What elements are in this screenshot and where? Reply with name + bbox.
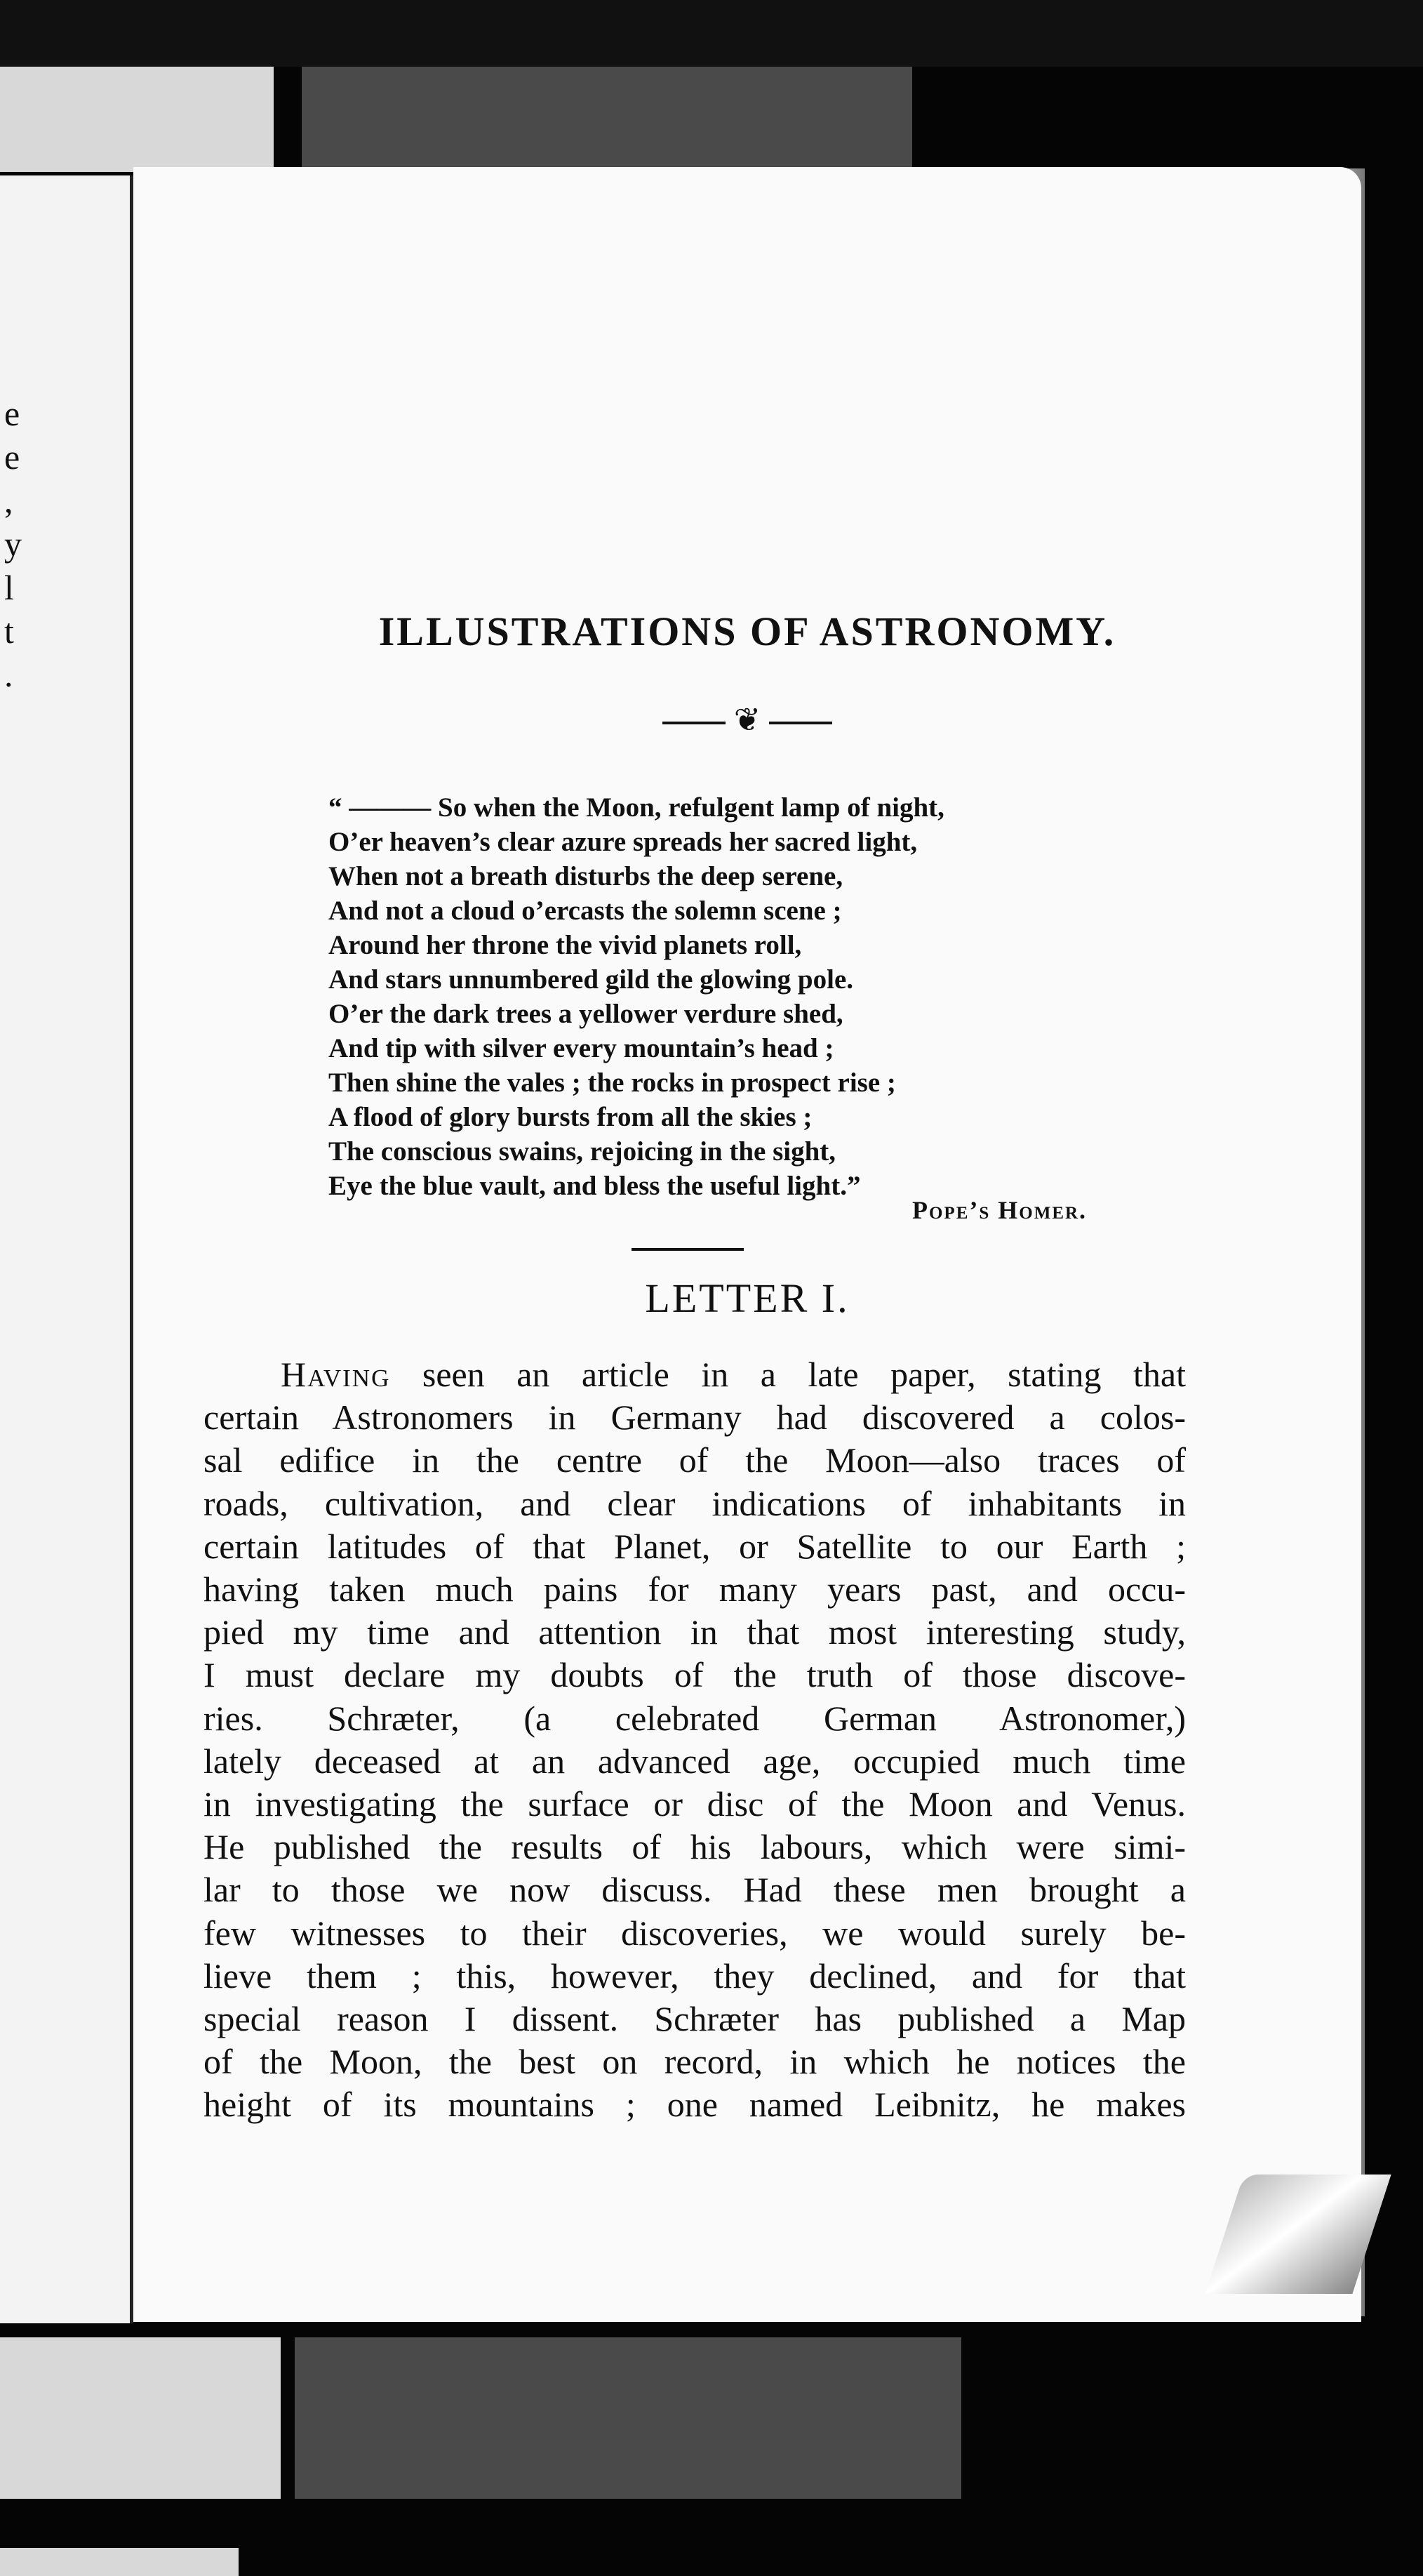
margin-char: e xyxy=(4,437,20,477)
body-line: sal edifice in the centre of the Moon—also traces of xyxy=(203,1440,1186,1480)
poem-line: Around her throne the vivid planets roll, xyxy=(328,930,802,960)
epigraph-poem xyxy=(328,790,1170,1203)
body-line: He published the results of his labours, which were simi- xyxy=(203,1827,1186,1867)
body-line: lately deceased at an advanced age, occupied much time xyxy=(203,1741,1186,1781)
margin-char: , xyxy=(4,481,13,520)
body-line: certain latitudes of that Planet, or Satellite to our Earth ; xyxy=(203,1526,1186,1566)
poem-line: O’er heaven’s clear azure spreads her sacred light, xyxy=(328,827,918,857)
body-line: special reason I dissent. Schræter has published a Map xyxy=(203,1999,1186,2039)
poem-attribution: Pope’s Homer. xyxy=(912,1196,1088,1224)
body-line: Having seen an article in a late paper, stating that xyxy=(281,1355,1186,1394)
body-line: having taken much pains for many years past, and occu- xyxy=(203,1569,1186,1609)
poem-line: The conscious swains, rejoicing in the sight, xyxy=(328,1136,836,1167)
body-line: I must declare my doubts of the truth of those discove- xyxy=(203,1655,1186,1695)
body-line: certain Astronomers in Germany had discovered a colos- xyxy=(203,1397,1186,1438)
margin-char: t xyxy=(4,611,14,651)
margin-char: . xyxy=(4,655,13,694)
body-line: in investigating the surface or disc of the Moon and Venus. xyxy=(203,1784,1186,1824)
body-line: height of its mountains ; one named Leibnitz, he makes xyxy=(203,2085,1186,2125)
poem-line: And stars unnumbered gild the glowing pole. xyxy=(328,964,854,995)
margin-char: y xyxy=(4,524,22,564)
page-title: ILLUSTRATIONS OF ASTRONOMY. xyxy=(378,609,1116,654)
margin-char: e xyxy=(4,394,20,433)
body-line: roads, cultivation, and clear indications of inhabitants in xyxy=(203,1483,1186,1523)
scan-border-top xyxy=(0,0,1423,67)
ornament-rule-right xyxy=(769,722,832,724)
body-line: pied my time and attention in that most interesting study, xyxy=(203,1612,1186,1652)
fleuron-icon: ❦ xyxy=(733,702,761,738)
poem-line: O’er the dark trees a yellower verdure shed, xyxy=(328,999,843,1029)
poem-line: When not a breath disturbs the deep serene, xyxy=(328,861,843,891)
letter-body xyxy=(203,1353,1186,2127)
section-rule xyxy=(632,1248,744,1251)
body-line: lar to those we now discuss. Had these men brought a xyxy=(203,1870,1186,1910)
book-page xyxy=(133,167,1361,2322)
poem-line: “ ——— So when the Moon, refulgent lamp of night, xyxy=(328,792,944,823)
body-line: lieve them ; this, however, they declined, and for that xyxy=(203,1956,1186,1996)
letter-heading: LETTER I. xyxy=(645,1275,850,1321)
poem-line: Then shine the vales ; the rocks in prospect rise ; xyxy=(328,1068,896,1098)
ornament-divider xyxy=(133,701,1361,738)
poem-line: Eye the blue vault, and bless the useful light.” xyxy=(328,1171,861,1201)
scan-fragment-top-center xyxy=(302,67,912,172)
ornament-rule-left xyxy=(662,722,726,724)
scan-fragment-bottom-strip xyxy=(0,2548,239,2576)
drop-word: Having xyxy=(281,1355,391,1394)
poem-line: And not a cloud o’ercasts the solemn scene ; xyxy=(328,896,842,926)
scan-fragment-bottom-left xyxy=(0,2337,281,2499)
margin-char: l xyxy=(4,568,14,607)
body-line: of the Moon, the best on record, in which he notices the xyxy=(203,2042,1186,2082)
body-line: ries. Schræter, (a celebrated German Astronomer,) xyxy=(203,1698,1186,1738)
poem-line: A flood of glory bursts from all the skies ; xyxy=(328,1102,813,1132)
scan-fragment-bottom-center xyxy=(295,2337,961,2499)
left-facing-page xyxy=(0,175,134,2323)
body-line: few witnesses to their discoveries, we would surely be- xyxy=(203,1913,1186,1953)
poem-line: And tip with silver every mountain’s head ; xyxy=(328,1033,834,1063)
scan-fragment-top-left xyxy=(0,67,274,172)
